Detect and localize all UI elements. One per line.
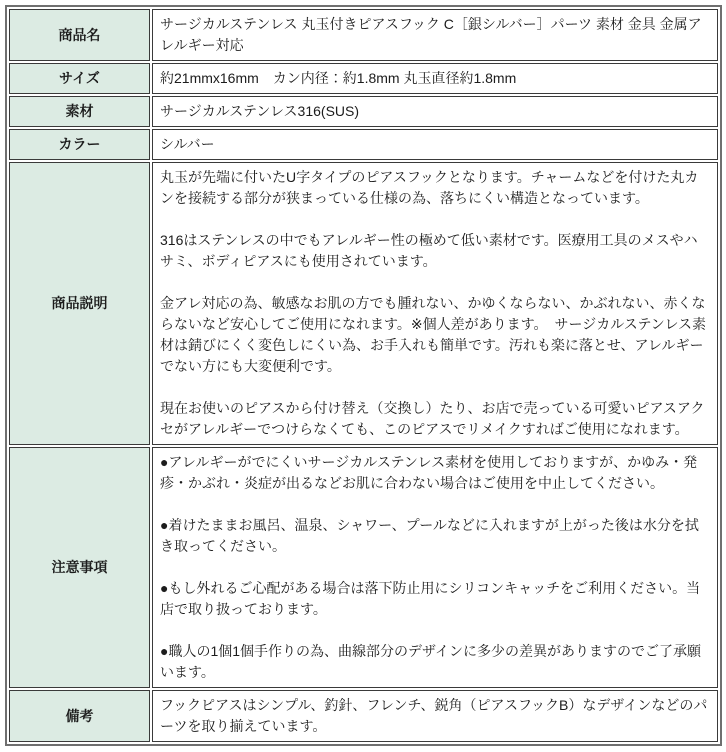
caution-item: ●アレルギーがでにくいサージカルステンレス素材を使用しておりますが、かゆみ・発疹・かぶれ・炎症が出るなどお肌に合わない場合はご使用を中止してください。 (160, 454, 698, 491)
description-paragraph: 金アレ対応の為、敏感なお肌の方でも腫れない、かゆくならない、かぶれない、赤くならないなど安心してご使用になれます。※個人差があります。 サージカルステンレス素材は錆びにくく変色しにくい為、お手入れも簡単です。汚れも楽に落とせ、アレルギーでない方にも大変便利です。 (160, 295, 707, 374)
size-text: 約21mmx16mm カン内径：約1.8mm 丸玉直径約1.8mm (160, 70, 517, 86)
row-value-color (152, 129, 718, 160)
color-text: シルバー (160, 136, 215, 152)
row-label-material: 素材 (9, 96, 150, 127)
table-row-cautions (9, 447, 718, 688)
row-label-size: サイズ (9, 63, 150, 94)
table-row-color (9, 129, 718, 160)
row-label-description: 商品説明 (9, 162, 150, 445)
product-spec-table (5, 5, 722, 746)
row-label-product-name: 商品名 (9, 9, 150, 61)
table-row-size (9, 63, 718, 94)
product-name-text: サージカルステンレス 丸玉付きピアスフック C［銀シルバー］パーツ 素材 金具 金属アレルギー対応 (160, 16, 702, 53)
material-text: サージカルステンレス316(SUS) (160, 103, 360, 119)
row-label-color: カラー (9, 129, 150, 160)
row-value-size (152, 63, 718, 94)
description-paragraph: 丸玉が先端に付いたU字タイプのピアスフックとなります。チャームなどを付けた丸カンを接続する部分が狭まっている仕様の為、落ちにくい構造となっています。 (160, 169, 699, 206)
table-row-remarks (9, 690, 718, 742)
row-value-remarks (152, 690, 718, 742)
description-paragraph: 現在お使いのピアスから付け替え（交換し）たり、お店で売っている可愛いピアスアクセがアレルギーでつけらなくても、このピアスでリメイクすればご使用になれます。 (160, 400, 705, 437)
row-value-material (152, 96, 718, 127)
table-row-material (9, 96, 718, 127)
row-value-product-name (152, 9, 718, 61)
row-value-description (152, 162, 718, 445)
caution-item: ●職人の1個1個手作りの為、曲線部分のデザインに多少の差異がありますのでご了承願います。 (160, 643, 702, 680)
caution-item: ●着けたままお風呂、温泉、シャワー、プールなどに入れますが上がった後は水分を拭き取ってください。 (160, 517, 699, 554)
row-label-remarks: 備考 (9, 690, 150, 742)
table-row-product-name (9, 9, 718, 61)
row-value-cautions (152, 447, 718, 688)
description-paragraph: 316はステンレスの中でもアレルギー性の極めて低い素材です。医療用工具のメスやハサミ、ボディピアスにも使用されています。 (160, 232, 698, 269)
table-row-description (9, 162, 718, 445)
caution-item: ●もし外れるご心配がある場合は落下防止用にシリコンキャッチをご利用ください。当店で取り扱っております。 (160, 580, 701, 617)
row-label-cautions: 注意事項 (9, 447, 150, 688)
remarks-text: フックピアスはシンプル、釣針、フレンチ、鋭角（ピアスフックB）なデザインなどのパーツを取り揃えています。 (160, 697, 708, 734)
